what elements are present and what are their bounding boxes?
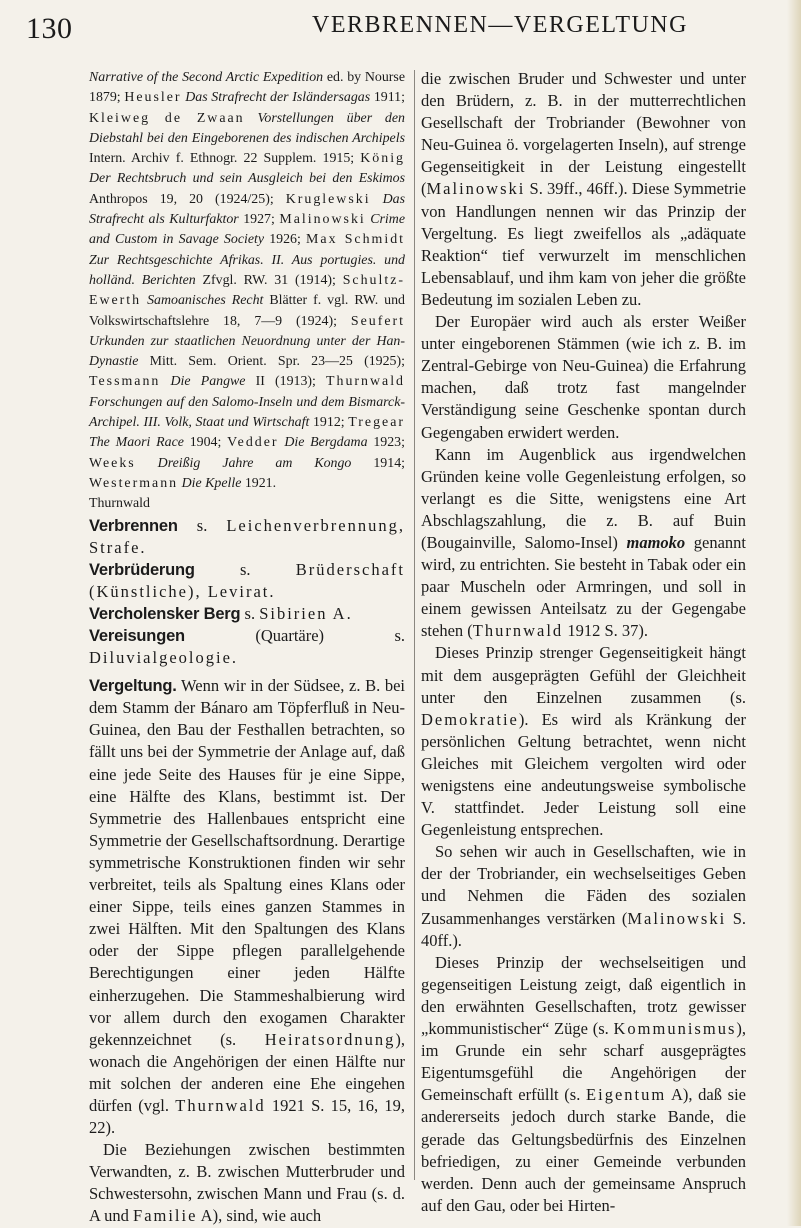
entry-end: . [346,603,351,623]
italic-title: Die Pangwe [170,374,246,390]
italic-title: Urkunden zur staatlichen Neuordnung unter der Han-Dynastie [89,333,405,370]
text-run: Wenn wir in der Südsee, z. B. bei dem Stamm der Bánaro am Töpferfluß in Neu-Guinea, den Bau der Festhallen betrachten, so fällt uns bei der Symmetrie der Anlage auf, daß eine jede Seite des Hauses für je eine Sippe, eine Hälfte des Klans, bestimmt ist. Der Symmetrie des Hallenbaues entspricht eine Symmetrie der Gesellschaftsordnung. Derartige symmetrische Konstruktionen finden wir sehr verbreitet, teils als Spaltung eines Klans oder einer Sippe, teils eines ganzen Stammes in zwei Hälften. Mit den Spaltungen des Klans oder der Sippe pflegen parallelgehende Berechtigungen einer jeden Hälfte einherzugehen. Die Stammeshalbierung wird vor allem durch den exogamen Charakter gekennzeichnet (s. [89,676,405,1049]
italic-title: Vorstellungen über den Diebstahl bei den Eingeborenen des indischen Archipels [89,110,405,146]
text-run: ). Es wird als Kränkung der persönlichen Geltung betrachtet, wenn nicht Gleiches mit Gleichem vergolten wird oder wenigstens eine andeutungsweise symbolische V. stattfindet. Jeder Leistung soll eine Gegenleistung entsprechen. [421,709,746,840]
text-run: 1911; [370,90,405,106]
right-column [421,68,746,1217]
text-run: Mitt. Sem. Orient. Spr. 23—25 (1925); [138,354,405,370]
text-run [245,111,258,126]
text-run: 1914; [351,455,405,471]
spaced-name: Tregear [348,415,405,431]
page-number: 130 [26,12,73,45]
spaced-name: Heiratsordnung [264,1029,396,1049]
text-run: die zwischen Bruder und Schwester und unter den Brüdern, z. B. in der mutterrechtlichen Gesellschaft der Trobriander (Bewohner von Neu-Guinea ö. vorgelagerten Inseln), auf strenge Gegenseitigkeit in der Leistung eingestellt ( [421,69,746,199]
page-edge-shadow [787,0,801,1226]
spaced-name: König [360,151,405,167]
dictionary-entry [89,515,405,559]
text-run: ), wonach die Angehörigen der einen Hälfte nur mit solchen der anderen eine Ehe eingehen dürfen (vgl. [89,1029,405,1115]
entry-text: s. [240,603,260,623]
article-paragraph [421,444,746,643]
spaced-name: Thurnwald [472,621,564,641]
italic-title: Dreißig Jahre am Kongo [157,455,352,471]
text-run: Blätter f. vgl. RW. und Volkswirtschaftslehre 18, 7—9 (1924); [89,293,405,329]
text-run: A), sind, wie auch [197,1206,322,1226]
text-run: 1926; [264,232,307,248]
text-run [160,374,170,389]
italic-title: Forschungen auf den Salomo-Inseln und dem Bismarck-Archipel. III. Volk, Staat und Wirtschaft [89,394,405,431]
entry-headword: Verbrennen [89,516,178,535]
spaced-name: Thurnwald [175,1095,266,1115]
entry-end: . [140,537,145,557]
article-paragraph [421,841,746,951]
spaced-name: Eigentum [586,1085,667,1105]
text-run: II (1913); [245,374,327,390]
italic-title: Die Bergdama [284,435,368,451]
entry-text: (Quartäre) s. [184,626,405,645]
spaced-name: Malinowski [426,179,526,199]
italic-title: Crime and Custom in Savage Society [89,212,405,248]
spaced-name: Vedder [227,435,279,451]
bibliography [89,68,405,494]
spaced-name: Thurnwald [326,374,405,390]
text-run: Intern. Archiv f. Ethnogr. 22 Supplem. 1915; [89,151,361,167]
text-run: 1904; [183,435,228,451]
text-run: 1927; [238,212,280,228]
article-paragraph [89,1139,405,1227]
spaced-name: Kleiweg de Zwaan [89,110,245,126]
dictionary-entry [89,603,405,625]
entry-reference: Sibirien A [259,603,347,623]
spaced-name: Tessmann [89,374,161,390]
entry-text: s. [177,515,227,535]
spaced-name: Kruglewski [285,191,371,207]
italic-title: Der Rechtsbruch und sein Ausgleich bei den Eskimos [89,171,405,187]
paragraph-text [89,676,405,1137]
text-run: Der Europäer wird auch als erster Weißer unter eingeborenen Stämmen (wie ich z. B. im Zentral-Gebirge von Neu-Guinea) die Erfahrung machen, daß trotz fast mangelnder Verständigung seine Geschenke spontan durch Gegengaben erwidert werden. [421,312,746,442]
article-paragraph [421,952,746,1217]
author-signature: Thurnwald [89,496,150,512]
italic-title: Die Kpelle [181,475,242,491]
spaced-name: Malinowski [279,212,366,228]
text-run: ), im Grunde ein sehr scharf ausgeprägtes Eigentumsgefühl die Angehörigen der Gemeinschaft erfüllt (s. [421,1019,746,1105]
spaced-name: Westermann [89,475,179,491]
text-run: Dieses Prinzip strenger Gegenseitigkeit hängt mit dem ausgeprägten Gefühl der Gleichheit unter den Einzelnen zusammen (s. [421,643,746,707]
italic-title: Samoanisches Recht [147,293,264,309]
text-run [371,192,383,207]
italic-term: mamoko [626,532,686,552]
entry-reference: Diluvialgeologie [89,648,232,668]
column-divider [414,70,415,1180]
article-paragraph [421,642,746,841]
article-paragraph [421,311,746,444]
text-run: 1912 S. 37). [563,621,648,641]
article-headword: Vergeltung. [89,677,177,696]
italic-title: Das Strafrecht der Isländersagas [185,90,371,106]
running-head: VERBRENNEN—VERGELTUNG [312,12,688,38]
left-column [89,68,405,1228]
spaced-name: Kommunismus [613,1019,737,1039]
spaced-name: Malinowski [627,908,727,928]
entry-end: . [231,648,237,668]
dictionary-entry [89,625,405,669]
entry-reference: Brüderschaft (Künstliche), Levirat [89,559,405,601]
text-run: A), daß sie andererseits jedoch durch starke Bande, die gerade das Geltungsbedürfnis des Einzelnen befriedigen, zu einer Gemeinde verbunden werden. Denn auch der gemeinsame Anspruch auf den Gau, oder bei Hirten- [421,1085,747,1215]
spaced-name: Demokratie [421,709,519,729]
italic-title: Narrative of the Second Arctic Expedition [89,70,324,85]
italic-title: Zur Rechtsgeschichte Afrikas. II. Aus portugies. und holländ. Berichten [89,252,405,288]
entry-headword: Vercholensker Berg [89,604,241,623]
spaced-name: Weeks [89,455,136,471]
text-run: Zfvgl. RW. 31 (1914); [195,272,343,288]
text-run: 1912; [309,415,349,431]
entry-headword: Verbrüderung [89,560,195,579]
text-run: 1921 S. 15, 16, 19, 22). [89,1095,405,1138]
italic-title: Das Strafrecht als Kulturfaktor [89,191,405,228]
dictionary-entry [89,559,405,603]
text-run: So sehen wir auch in Gesellschaften, wie in der der Trobriander, ein wechselseitiges Geben und Nehmen die Fäden des sozialen Zusammenhanges verstärken ( [421,842,746,928]
text-run: 1921. [241,475,277,491]
text-run: Dieses Prinzip der wechselseitigen und gegenseitigen Leistung zeigt, daß eigentlich in den erwähnten Gesellschaften, trotz gewisser „kommunistischer“ Züge (s. [421,952,746,1039]
entry-end: . [269,581,274,601]
article-paragraph [89,675,405,1139]
spaced-name: Familie [133,1206,198,1226]
entry-text: s. [194,559,296,579]
text-run [136,456,158,471]
text-run: 1923; [367,435,405,451]
spaced-name: Heusler [124,90,182,106]
text-run: S. 40ff.). [421,908,746,950]
spaced-name: Seufert [350,313,405,329]
spaced-name: Schultz-Ewerth [89,272,405,309]
text-run: ed. by Nourse 1879; [89,70,405,106]
spaced-name: Max Schmidt [306,232,405,248]
entry-reference: Leichenverbrennung, Strafe [89,515,405,557]
article-paragraph [421,68,746,311]
cross-reference-entries [89,515,405,670]
text-run: Anthropos 19, 20 (1924/25); [89,191,286,207]
entry-headword: Vereisungen [89,627,185,645]
text-run: genannt wird, zu entrichten. Sie besteht in Tabak oder ein paar Muscheln oder Armringen, und soll in einem gewissen Anteilsatz zu der Gegengabe stehen ( [421,532,747,641]
italic-title: The Maori Race [89,435,184,451]
text-run: S. 39ff., 46ff.). Diese Symmetrie von Handlungen nennen wir das Prinzip der Vergeltung. Es liegt zweifellos als „adäquate Reaktion“ tief verwurzelt im menschlichen Lebensablauf, und ihm kam von jeher die größte Bedeutung im sozialen Leben zu. [421,179,746,309]
text-run: Die Beziehungen zwischen bestimmten Verwandten, z. B. zwischen Mutterbruder und Schwestersohn, zwischen Mann und Frau (s. d. A und [89,1140,405,1226]
text-run: Kann im Augenblick aus irgendwelchen Gründen keine volle Gegenleistung erfolgen, so verlangt es die Sitte, wenigstens eine Art Abschlagszahlung, die z. B. auf Buin (Bougainville, Salomo-Insel) [421,444,746,552]
